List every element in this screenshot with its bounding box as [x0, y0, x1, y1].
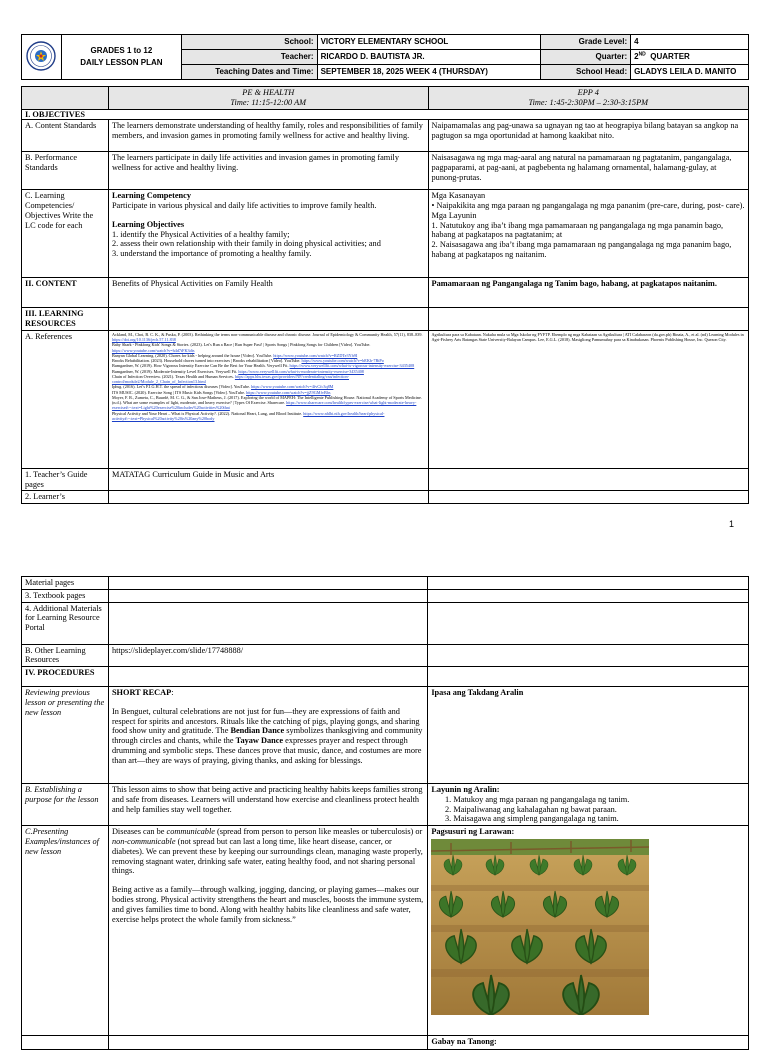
gabay-tanong-heading: Gabay na Tanong:: [428, 1036, 749, 1050]
page-gap: [0, 545, 768, 575]
learners-material-label: 2. Learner’s: [22, 491, 109, 504]
other-resources-pe: https://slideplayer.com/slide/17748888/: [108, 644, 427, 667]
textbook-pages-label: 3. Textbook pages: [22, 589, 109, 602]
procedure-b-label: B. Establishing a purpose for the lesson: [22, 784, 109, 826]
ref-pe-5-link[interactable]: https://www.verywellfit.com/what-is-vigorous-intensity-exercise-3435408: [289, 363, 415, 369]
procedures-label: IV. PROCEDURES: [22, 667, 109, 687]
lc-pe-text: Participate in various physical and daily life activities to improve family health.: [111, 201, 377, 211]
plan-title-line2: DAILY LESSON PLAN: [80, 58, 163, 67]
deped-seal-icon: [26, 41, 56, 71]
lesson-table-page2: [21, 576, 749, 1050]
ref-pe-3-link[interactable]: https://www.youtube.com/watch?v=RZDTe3Yh9I: [273, 352, 358, 358]
learning-competencies-label: C. Learning Competencies/ Objectives Write the LC code for each: [22, 190, 109, 278]
school-head-value: GLADYS LEILA D. MANITO: [631, 65, 749, 80]
ref-pe-9-link[interactable]: https://www.youtube.com/watch?v=jjZ9GMfvBhs: [246, 389, 331, 395]
teachers-guide-label: 1. Teacher’s Guide pages: [22, 468, 109, 491]
layunin-item-1: 1. Matukoy ang mga paraan ng pangangalaga ng tanim.: [453, 795, 745, 805]
quarter-label: Quarter:: [541, 50, 631, 65]
active-family-paragraph: Being active as a family—through walking, jogging, dancing, or playing games—makes our bodies strong. Physical activity strengthens the heart and muscles, boosts the immune system, and gives families time to bond. Along with healthy habits like cleanliness and safe water, exercise helps protect the whole family from sickness.”: [111, 885, 424, 924]
procedure-c-label: C.Presenting Examples/instances of new lesson: [22, 826, 109, 1036]
additional-materials-label: 4. Additional Materials for Learning Resource Portal: [22, 602, 109, 644]
content-standards-pe: The learners demonstrate understanding of healthy family, roles and responsibilities of family members, and invasion games in promoting family wellness for active and healthy living.: [108, 120, 428, 152]
diseases-paragraph: Diseases can be communicable (spread from person to person like measles or tuberculosis) or non-communicable (not spread but can last a long time, like heart disease, cancer, or diabetes). We can prevent these by keeping our surroundings clean, managing waste properly, removing stagnant water, drinking safe water, eating healthy food, and not sharing personal things.: [111, 827, 423, 876]
content-standards-label: A. Content Standards: [22, 120, 109, 152]
performance-standards-epp: Naisasagawa ng mga mag-aaral ang natural na pamamaraan ng pagtatanim, pangangalaga, pagpaparami, at pag-aani, at pagbebenta ng halamang ornamental, halamang-gulay, at punong-prutas.: [428, 152, 748, 190]
lc-epp-text: • Naipakikita ang mga paraan ng pangangalaga ng mga pananim (pre-care, during, post- care).: [431, 201, 745, 211]
procedure-a-pe: [108, 687, 427, 784]
ref-pe-4: Brooks Rehabilitation. (2023). Household chores turned into exercises | Brooks rehabilitation [Video]. YouTube. https://www.youtube.com/watch?v=bEKb-7BtPo: [111, 358, 384, 364]
plan-title-line1: GRADES 1 to 12: [90, 46, 153, 55]
lo-pe-heading: Learning Objectives: [111, 219, 185, 229]
content-standards-epp: Naipamamalas ang pag-unawa sa ugnayan ng tao at heograpiya bilang batayan sa angkop na pagtugon sa mga oportunidad at hamong kaakibat nito.: [428, 120, 748, 152]
ref-pe-9: ITS MUSIC. (2020). Exercise Song | ITS Music Kids Songs [Video]. YouTube. https://www.youtube.com/watch?v=jjZ9GMfvBhs: [111, 389, 331, 395]
page-number: 1: [728, 519, 734, 529]
layunin-item-2: 2. Maipaliwanag ang kahalagahan ng bawat paraan.: [453, 805, 745, 815]
lc-pe-heading: Learning Competency: [111, 191, 191, 201]
teachers-guide-pe: MATATAG Curriculum Guide in Music and Arts: [108, 468, 428, 491]
pagsusuri-heading: Pagsusuri ng Larawan:: [431, 827, 515, 837]
content-pe: Benefits of Physical Activities on Family Health: [108, 278, 428, 308]
ref-pe-8-link[interactable]: https://www.youtube.com/watch?v=4fvCfc3q8M: [251, 384, 334, 390]
lo-pe-item-1: 1. identify the Physical Activities of a healthy family;: [111, 229, 290, 239]
school-label: School:: [181, 35, 317, 50]
school-value: VICTORY ELEMENTARY SCHOOL: [317, 35, 541, 50]
epp-column-header: [428, 87, 748, 110]
quarter-number: 2: [634, 52, 639, 62]
ref-pe-2-link[interactable]: https://www.youtube.com/watch?v=h4d7tFK3dts: [111, 347, 195, 353]
pe-title: PE & HEALTH: [242, 88, 295, 97]
crop-field-illustration: [431, 839, 649, 1015]
learning-resources-label: III. LEARNING RESOURCES: [22, 308, 109, 331]
ref-pe-10-link[interactable]: https://www.sharecare.com/health/types-exercise/what-light-moderate-heavy-exercise#:~:text=Light%20exercise%20includes%20activities%20that: [111, 400, 417, 411]
ref-pe-7: Chain of Infection Overview. (2021). Texas Health and Human Services. https://apps.hhs.texas.gov/providers/NF/credentialing/cna/infection-control/module2/Module_2_Chain_of_Infection13.html: [111, 373, 349, 385]
teacher-label: Teacher:: [181, 50, 317, 65]
pe-time: Time: 11:15-12:00 AM: [230, 97, 307, 107]
references-epp: Agrikultura para sa Kabataan. Nakuha mula sa Mga Iskolar ng FYFTP. Ehemplo ng mga Kabataan sa Agrikultura | ATI Calabarzon (da.gov.ph) Binaia, A., et al. (nd) Learning Modules in Agri-Fishery Arts Batangas State University-Balayan Campus. Lee, E.G.L. (2018). Masigliong Pamumuhay para sa Kinabukasan. Phoenix Publishing House, Inc. Quezon City.: [428, 330, 748, 468]
pe-column-header: [108, 87, 428, 110]
tayaw-dance: Tayaw Dance: [235, 736, 284, 746]
ref-pe-2: Baby Shark - Pinkfong Kids' Songs & Stories. (2023). Let's Run a Race | Run Super Fast! | Sports Songs | Pinkfong Songs for Children [Video]. YouTube. https://www.youtube.com/watch?v=h4d7tFK3dts: [111, 342, 371, 353]
procedure-b-pe: This lesson aims to show that being active and practicing healthy habits keeps families strong and safe from diseases. Learners will understand how exercise and cleanliness protect health and help families stay well together.: [108, 784, 427, 826]
lo-epp-heading: Mga Layunin: [431, 210, 477, 220]
references-label: A. References: [22, 330, 109, 468]
ref-pe-3: Banyan Global Learning. (2020). Chores for kids - helping around the house [Video]. YouTube. https://www.youtube.com/watch?v=RZDTe3Yh9I: [111, 352, 358, 358]
deped-seal-cell: [22, 35, 62, 80]
ref-pe-1-link[interactable]: https://doi.org/10.1136/jech.57.11.838: [111, 337, 176, 343]
recap-colon: :: [171, 688, 174, 698]
ref-pe-6-link[interactable]: https://www.verywellfit.com/what-is-moderate-intensity-exercise-3435408: [238, 368, 364, 374]
grade-value: 4: [631, 35, 749, 50]
ref-pe-5: Bumgardner, W. (2019). How Vigorous Intensity Exercise Can Be the Best for Your Health. Verywell Fit. https://www.verywellfit.com/what-is-vigorous-intensity-exercise-3435408: [111, 363, 415, 369]
performance-standards-label: B. Performance Standards: [22, 152, 109, 190]
ref-pe-6: Bumgardner, W. (2019). Moderate-Intensity Level Exercises. Verywell Fit. https://www.verywellfit.com/what-is-moderate-intensity-exercise-3435408: [111, 368, 364, 374]
content-label: II. CONTENT: [22, 278, 109, 308]
procedure-a-label: Reviewing previous lesson or presenting the new lesson: [22, 687, 109, 784]
teacher-value: RICARDO D. BAUTISTA JR.: [317, 50, 541, 65]
ref-pe-4-link[interactable]: https://www.youtube.com/watch?v=bEKb-7BtPo: [301, 358, 384, 364]
header-table: [21, 34, 749, 80]
procedure-c-pe: [108, 826, 427, 1036]
section-objectives: I. OBJECTIVES: [22, 109, 749, 120]
epp-time: Time: 1:45-2:30PM – 2:30-3:15PM: [528, 97, 649, 107]
performance-standards-pe: The learners participate in daily life activities and invasion games in promoting family wellness for active and healthy living.: [108, 152, 428, 190]
lesson-plan-page-2: [0, 545, 768, 1047]
procedure-a-epp: Ipasa ang Takdang Aralin: [428, 687, 749, 784]
communicable-term: communicable: [166, 827, 215, 837]
learners-material-label-cont: Material pages: [22, 577, 109, 590]
recap-paragraph: In Benguet, cultural celebrations are not just for fun—they are expressions of faith and respect for spirits and ancestors. Rituals like the catching of pigs, playing gongs, and sharing food show unity and gratitude. The Bendian Dance symbolizes thanksgiving and community through circles and chants, while the Tayaw Dance expresses prayer and respect through drumming and symbolic steps. These dances prove that music, dance, and costumes are more than art—they are ways of praying, giving thanks, and asking for blessings.: [111, 706, 423, 765]
lo-epp-item-1: 1. Natutukoy ang iba’t ibang mga pamamaraan ng pangangalaga ng mga panamin bago, habang at pagkatapos na pagtatanim; at: [431, 220, 724, 240]
quarter-suffix: ND: [638, 51, 646, 58]
recap-heading: SHORT RECAP: [111, 688, 172, 698]
content-epp: Pamamaraan ng Pangangalaga ng Tanim bago, habang, at pagkatapos naitanim.: [428, 278, 748, 308]
quarter-value: [631, 50, 749, 65]
school-head-label: School Head:: [541, 65, 631, 80]
learning-competencies-pe: [108, 190, 428, 278]
references-pe: [108, 330, 428, 468]
grade-label: Grade Level:: [541, 35, 631, 50]
ref-pe-10: Moyer, F. R., Zumeta, C., Buurdé, M. C. G., & San Jose-Matheus, J. (2017). Exploring the world of MAPEH: The Intelligente Publishing House. National Academy of Sports Medicine. (n.d.). What are some examples of light, moderate, and heavy exercise? | Types Of Exercise. Sharecare. https://www.sharecare.com/health/types-exercise/what-light-moderate-heavy-exercise#:~:text=Light%20exercise%20includes%20activities%20that: [111, 394, 422, 411]
layunin-list: [431, 795, 745, 824]
non-communicable-term: non-communicable: [111, 837, 176, 847]
ref-pe-7-link[interactable]: https://apps.hhs.texas.gov/providers/NF/credentialing/cna/infection-control/module2/Module_2_Chain_of_Infection13.html: [111, 373, 349, 385]
lesson-table-page1: [21, 86, 749, 504]
ref-pe-1: Ackland, M., Choi, B. C. K., & Puska, P. (2003). Rethinking the terms non-communicable disease and chronic disease. Journal of Epidemiology & Community Health, 57(11), 838–839. https://doi.org/10.1136/jech.57.11.838: [111, 331, 423, 343]
lc-epp-heading: Mga Kasanayan: [431, 191, 486, 201]
other-resources-label: B. Other Learning Resources: [22, 644, 109, 667]
procedure-b-epp: [428, 784, 749, 826]
ref-pe-11-link[interactable]: https://www.nhlbi.nih.gov/health/heart/physical-activity#:~:text=Physical%20activity%20is%20any%20body: [111, 410, 385, 421]
epp-title: EPP 4: [577, 88, 599, 97]
layunin-item-3: 3. Maisagawa ang simpleng pangangalaga ng tanim.: [453, 814, 745, 824]
plan-title-cell: [61, 35, 181, 80]
dates-value: SEPTEMBER 18, 2025 WEEK 4 (THURSDAY): [317, 65, 541, 80]
lo-pe-item-3: 3. understand the importance of promoting a healthy family.: [111, 249, 312, 259]
column-header-row: [22, 87, 749, 110]
lo-pe-item-2: 2. assess their own relationship with their family in doing physical activities; and: [111, 239, 381, 249]
learning-competencies-epp: [428, 190, 748, 278]
layunin-heading: Layunin ng Aralin:: [431, 785, 500, 795]
lo-epp-item-2: 2. Naisasagawa ang iba’t ibang mga pamamaraan ng pangangalaga ng mga pananim bago, habang at pagkatapos ng naitanim.: [431, 240, 732, 260]
dates-label: Teaching Dates and Time:: [181, 65, 317, 80]
bendian-dance: Bendian Dance: [230, 726, 285, 736]
quarter-word: QUARTER: [650, 52, 690, 62]
procedure-c-epp: [428, 826, 749, 1036]
ref-pe-8: Iphsg. (2016). Let’s F.I.G.H.T. the spread of infectious diseases [Video]. YouTube. https://www.youtube.com/watch?v=4fvCfc3q8M: [111, 384, 334, 390]
ref-pe-11: Physical Activity and Your Heart – What is Physical Activity?. (2022). National Heart, Lung, and Blood Institute. https://www.nhlbi.nih.gov/health/heart/physical-activity#:~:text=Physical%20activity%20is%20any%20body: [111, 410, 385, 421]
